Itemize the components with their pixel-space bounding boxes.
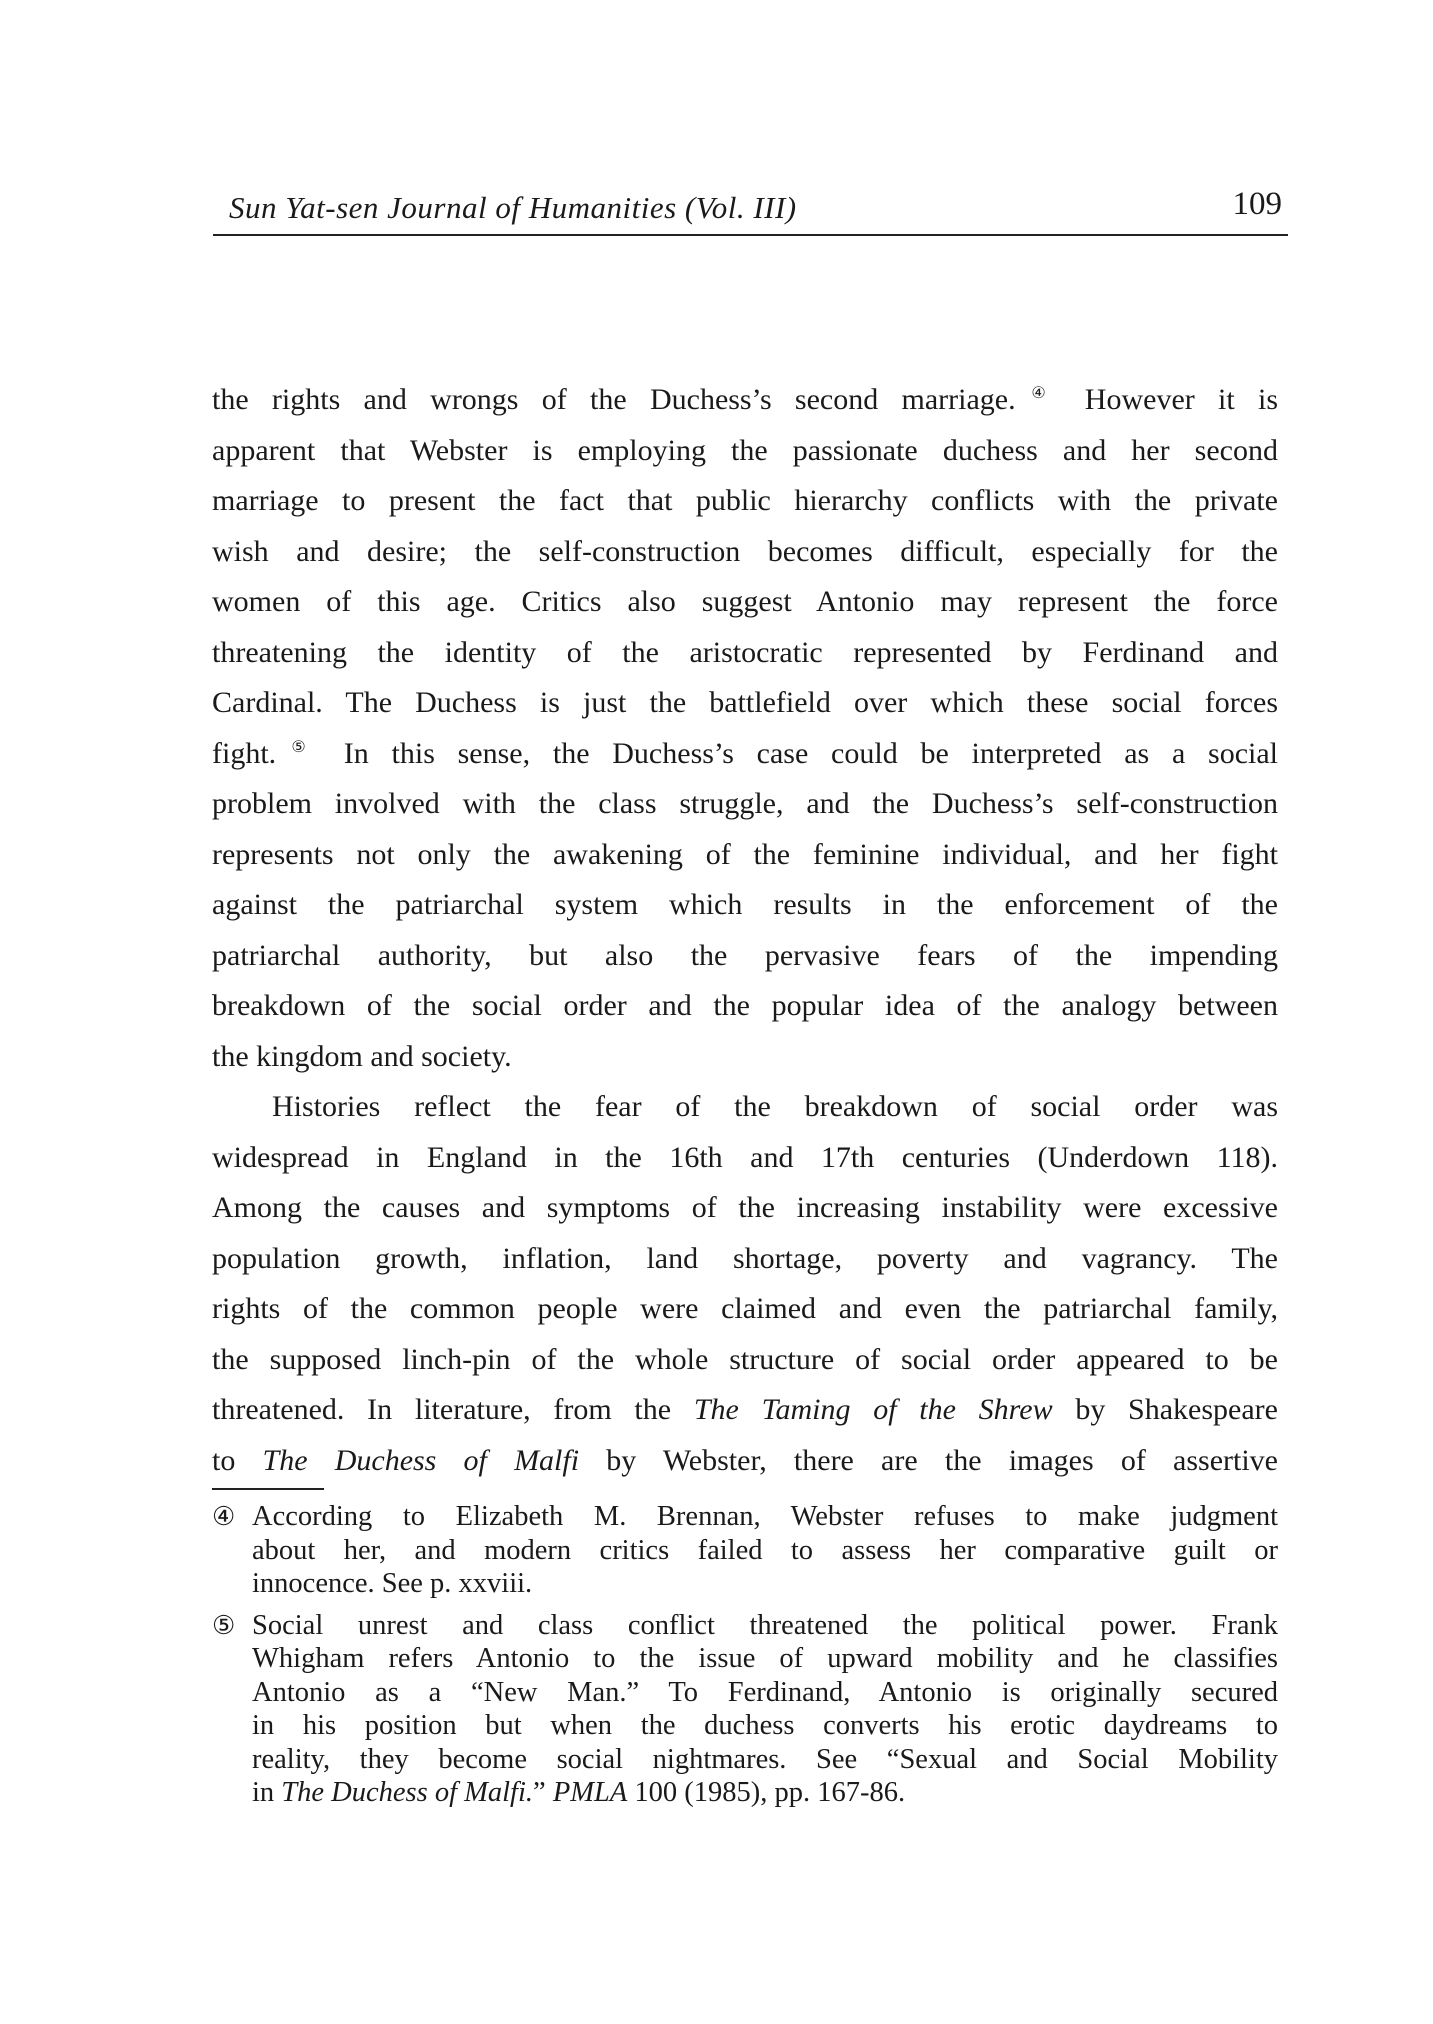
text-line: fight.⑤ In this sense, the Duchess’s case could be interpreted as a social — [212, 736, 1279, 770]
footnote-divider — [212, 1488, 324, 1490]
text-line: the kingdom and society. — [212, 1039, 512, 1073]
text-line: apparent that Webster is employing the passionate duchess and her second — [212, 433, 1278, 467]
footnote-line: in The Duchess of Malfi.” PMLA 100 (1985), pp. 167-86. — [252, 1777, 906, 1808]
paragraph-1 — [212, 375, 1278, 1082]
footnote-line: Whigham refers Antonio to the issue of upward mobility and he classifies — [252, 1643, 1278, 1674]
text-line: threatening the identity of the aristocratic represented by Ferdinand and — [212, 635, 1278, 669]
text-line: problem involved with the class struggle, and the Duchess’s self-construction — [212, 787, 1278, 820]
footnotes — [212, 1500, 1278, 1818]
running-head — [213, 186, 1288, 236]
text-line: the rights and wrongs of the Duchess’s second marriage.④ However it is — [212, 383, 1278, 416]
work-title: The Taming of the Shrew — [693, 1393, 1053, 1426]
text-line: population growth, inflation, land shortage, poverty and vagrancy. The — [212, 1241, 1278, 1275]
text-line: Among the causes and symptoms of the increasing instability were excessive — [212, 1191, 1278, 1224]
footnote-ref-5[interactable]: ⑤ — [276, 738, 322, 756]
work-title: The Duchess of Malfi — [262, 1443, 580, 1477]
text-line: rights of the common people were claimed and even the patriarchal family, — [212, 1292, 1278, 1325]
text-line: wish and desire; the self-construction becomes difficult, especially for the — [212, 534, 1278, 568]
footnote-line: reality, they become social nightmares. See “Sexual and Social Mobility — [252, 1743, 1278, 1775]
footnote-line: about her, and modern critics failed to assess her comparative guilt or — [252, 1534, 1278, 1566]
footnote-marker: ④ — [212, 1502, 236, 1531]
footnote-line: in his position but when the duchess converts his erotic daydreams to — [252, 1710, 1278, 1741]
text-line: women of this age. Critics also suggest Antonio may represent the force — [212, 585, 1278, 618]
text-line: the supposed linch-pin of the whole structure of social order appeared to be — [212, 1342, 1278, 1376]
text-line: marriage to present the fact that public hierarchy conflicts with the private — [212, 484, 1278, 517]
journal-abbrev: PMLA — [552, 1777, 628, 1808]
footnote-line: innocence. See p. xxviii. — [252, 1568, 533, 1599]
footnote-ref-4[interactable]: ④ — [1015, 385, 1062, 402]
text-line: Cardinal. The Duchess is just the battlefield over which these social forces — [212, 686, 1278, 719]
page-number: 109 — [1232, 186, 1282, 222]
footnote-line: Antonio as a “New Man.” To Ferdinand, Antonio is originally secured — [252, 1676, 1278, 1708]
journal-title: Sun Yat-sen Journal of Humanities (Vol. III) — [229, 190, 797, 225]
footnote-line: Social unrest and class conflict threatened the political power. Frank — [252, 1609, 1278, 1641]
body-text — [212, 375, 1278, 1486]
text-line: patriarchal authority, but also the pervasive fears of the impending — [212, 938, 1278, 972]
text-line: widespread in England in the 16th and 17th centuries (Underdown 118). — [212, 1140, 1278, 1174]
text-line: represents not only the awakening of the feminine individual, and her fight — [212, 837, 1278, 871]
work-title: The Duchess of Malfi. — [281, 1777, 534, 1808]
text-line: Histories reflect the fear of the breakdown of social order was — [272, 1090, 1278, 1123]
paragraph-2 — [212, 1082, 1278, 1486]
text-line: threatened. In literature, from the The Taming of the Shrew by Shakespeare — [212, 1393, 1278, 1426]
footnote-line: According to Elizabeth M. Brennan, Webster refuses to make judgment — [252, 1501, 1278, 1532]
footnote-marker: ⑤ — [212, 1610, 236, 1640]
text-line: against the patriarchal system which results in the enforcement of the — [212, 888, 1278, 921]
text-line: breakdown of the social order and the popular idea of the analogy between — [212, 989, 1278, 1022]
footnote-4 — [212, 1500, 1278, 1601]
footnote-5 — [212, 1609, 1278, 1810]
text-line: to The Duchess of Malfi by Webster, there are the images of assertive — [212, 1443, 1278, 1477]
